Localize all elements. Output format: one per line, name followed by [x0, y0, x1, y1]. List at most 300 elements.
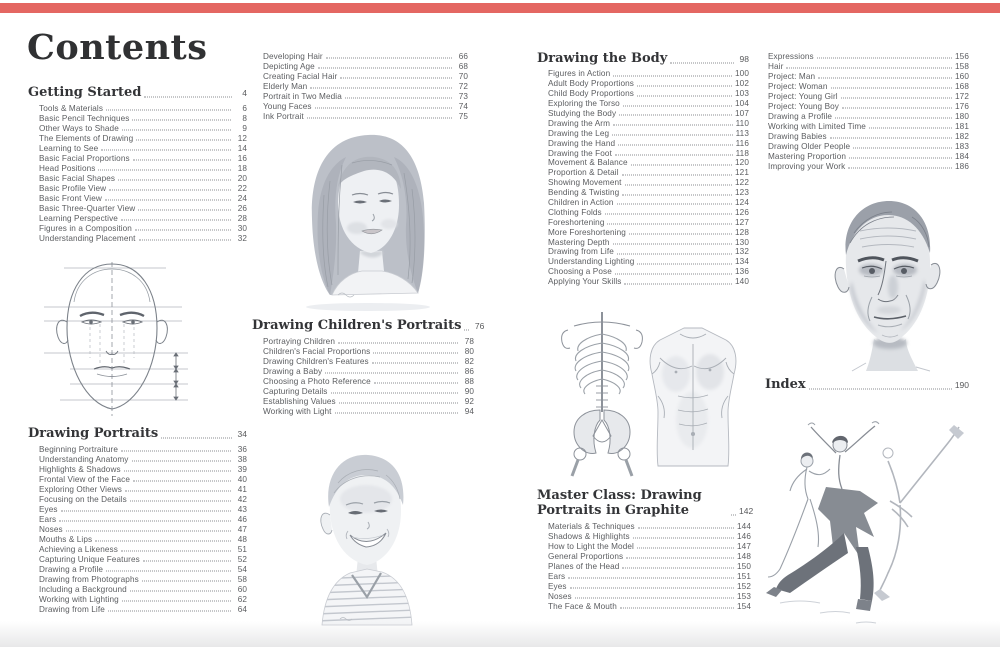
toc-entry	[39, 594, 247, 604]
toc-entry	[548, 581, 751, 591]
toc-entry-label: Showing Movement	[548, 178, 622, 188]
toc-entry-label: Choosing a Photo Reference	[263, 376, 371, 386]
toc-entry-page: 152	[737, 581, 751, 591]
toc-entry	[768, 131, 969, 141]
toc-entry-page: 103	[735, 89, 749, 99]
head-proportion-diagram-illustration	[30, 258, 195, 420]
toc-entry-page: 18	[237, 163, 247, 173]
toc-entry-label: Learning Perspective	[39, 213, 118, 223]
toc-entry-label: Capturing Unique Features	[39, 554, 140, 564]
toc-entry	[548, 99, 749, 109]
toc-entry-page: 58	[237, 574, 247, 584]
section-heading	[252, 318, 485, 333]
toc-entry-label: Working with Limited Time	[768, 121, 866, 131]
toc-entry-label: Applying Your Skills	[548, 277, 622, 287]
toc-entry-label: Working with Light	[263, 406, 332, 416]
toc-entry	[548, 541, 751, 551]
toc-entry-page: 6	[242, 103, 247, 113]
dot-leader	[831, 88, 953, 89]
toc-entry-page: 146	[737, 531, 751, 541]
toc-entry-page: 43	[237, 504, 247, 514]
dot-leader	[625, 184, 733, 185]
toc-entry-page: 39	[237, 464, 247, 474]
toc-entry-label: Basic Three-Quarter View	[39, 203, 136, 213]
dot-leader	[830, 138, 952, 139]
toc-entry	[548, 247, 749, 257]
toc-entry-page: 54	[237, 564, 247, 574]
toc-entry-label: Ears	[548, 571, 566, 581]
toc-entry-page: 154	[737, 601, 751, 611]
toc-entry-label: Improving your Work	[768, 161, 846, 171]
dot-leader	[869, 128, 952, 129]
toc-entry-page: 102	[735, 79, 749, 89]
section-getting-started	[28, 85, 247, 243]
dot-leader	[106, 571, 231, 572]
dot-leader	[66, 531, 231, 532]
toc-entry	[39, 103, 247, 113]
toc-entry	[263, 81, 468, 91]
section-master-class	[537, 488, 754, 611]
section-drawing-childrens-portraits	[252, 318, 485, 416]
dot-leader	[338, 343, 458, 344]
toc-entry-page: 183	[955, 141, 969, 151]
toc-entry	[263, 346, 474, 356]
toc-entry-label: Drawing Older People	[768, 141, 851, 151]
toc-entry	[39, 544, 247, 554]
dot-leader	[835, 118, 952, 119]
toc-entry	[39, 163, 247, 173]
toc-entry-label: Basic Front View	[39, 193, 102, 203]
dot-leader	[124, 471, 231, 472]
toc-entry	[39, 464, 247, 474]
toc-entry-label: Understanding Lighting	[548, 257, 635, 267]
toc-entry-label: Drawing Babies	[768, 131, 827, 141]
dot-leader	[617, 253, 732, 254]
dot-leader	[59, 521, 231, 522]
dot-leader	[853, 148, 952, 149]
dot-leader	[318, 68, 452, 69]
toc-entry-label: Eyes	[548, 581, 567, 591]
toc-entry-label: Depicting Age	[263, 61, 315, 71]
toc-entry-page: 172	[955, 91, 969, 101]
section-title: Master Class: Drawing Portraits in Graphite	[537, 488, 702, 518]
girl-portrait-illustration	[272, 124, 462, 314]
toc-entry-page: 73	[458, 91, 468, 101]
dot-leader	[122, 601, 231, 602]
dot-leader	[310, 88, 452, 89]
dot-leader	[161, 438, 232, 439]
toc-entry-page: 9	[242, 123, 247, 133]
toc-entry-label: Developing Hair	[263, 51, 323, 61]
section-page-number: 142	[739, 506, 754, 516]
toc-entry-label: Project: Young Girl	[768, 91, 838, 101]
section-title: Drawing Portraits	[28, 426, 159, 441]
toc-entry-label: Noses	[548, 591, 572, 601]
toc-entry-label: Drawing from Life	[548, 247, 614, 257]
section-page-number: 190	[954, 380, 969, 390]
toc-entry-page: 184	[955, 151, 969, 161]
dot-leader	[372, 363, 458, 364]
toc-entry-page: 72	[458, 81, 468, 91]
toc-entry-label: Learning to See	[39, 143, 99, 153]
toc-entry-label: Eyes	[39, 504, 58, 514]
section-heading	[28, 426, 247, 441]
toc-entry-label: Adult Body Proportions	[548, 79, 634, 89]
toc-entry-page: 127	[735, 217, 749, 227]
section-drawing-portraits	[28, 426, 247, 614]
toc-entry-label: Understanding Anatomy	[39, 454, 129, 464]
toc-entry	[768, 141, 969, 151]
toc-entry-label: Bending & Twisting	[548, 188, 620, 198]
toc-entry	[768, 101, 969, 111]
toc-entry	[39, 484, 247, 494]
toc-entry-page: 74	[458, 101, 468, 111]
toc-entry-label: General Proportions	[548, 551, 624, 561]
dot-leader	[133, 481, 231, 482]
dot-leader	[570, 588, 734, 589]
dot-leader	[786, 68, 952, 69]
toc-entry-label: The Face & Mouth	[548, 601, 617, 611]
toc-entry	[39, 514, 247, 524]
toc-entry-page: 88	[464, 376, 474, 386]
toc-entry-label: More Foreshortening	[548, 227, 626, 237]
dot-leader	[617, 204, 733, 205]
toc-entry	[39, 183, 247, 193]
toc-entry	[263, 396, 474, 406]
toc-entry	[548, 267, 749, 277]
dot-leader	[568, 578, 734, 579]
toc-entry-page: 113	[735, 128, 749, 138]
toc-entry-label: Child Body Proportions	[548, 89, 634, 99]
toc-entry-page: 14	[237, 143, 247, 153]
toc-entry-page: 92	[464, 396, 474, 406]
dot-leader	[613, 125, 733, 126]
toc-entry-label: Choosing a Pose	[548, 267, 612, 277]
section-page-number: 98	[739, 54, 749, 64]
toc-entry-label: Drawing the Arm	[548, 118, 611, 128]
dot-leader	[132, 120, 231, 121]
toc-entry	[768, 81, 969, 91]
toc-entry-label: Children in Action	[548, 197, 614, 207]
dot-leader	[325, 373, 458, 374]
toc-entry-label: Ears	[39, 514, 57, 524]
dot-leader	[612, 135, 733, 136]
toc-entry-page: 160	[955, 71, 969, 81]
toc-entry-label: Exploring Other Views	[39, 484, 122, 494]
toc-entry-page: 176	[955, 101, 969, 111]
dot-leader	[307, 118, 452, 119]
toc-entry-page: 75	[458, 111, 468, 121]
toc-entry-label: Drawing the Foot	[548, 148, 612, 158]
toc-entry-page: 8	[242, 113, 247, 123]
dot-leader	[335, 413, 458, 414]
toc-list-portraits-continued	[252, 51, 468, 121]
toc-entry	[39, 233, 247, 243]
toc-entry	[548, 79, 749, 89]
toc-entry-label: Exploring the Torso	[548, 99, 620, 109]
toc-entry	[263, 71, 468, 81]
dot-leader	[118, 180, 231, 181]
toc-entry	[548, 531, 751, 541]
toc-entry	[39, 584, 247, 594]
toc-entry-page: 182	[955, 131, 969, 141]
toc-entry-page: 100	[735, 69, 749, 79]
toc-entry-label: Studying the Body	[548, 108, 617, 118]
toc-entry	[768, 151, 969, 161]
dot-leader	[622, 194, 732, 195]
dot-leader	[638, 528, 734, 529]
toc-entry-page: 78	[464, 336, 474, 346]
toc-entry	[39, 213, 247, 223]
dot-leader	[637, 85, 732, 86]
toc-entry	[548, 178, 749, 188]
toc-entry	[39, 133, 247, 143]
toc-entry	[548, 89, 749, 99]
toc-entry-page: 151	[737, 571, 751, 581]
toc-entry-page: 12	[237, 133, 247, 143]
toc-entry-page: 181	[955, 121, 969, 131]
toc-list-advanced-continued	[757, 51, 969, 171]
toc-entry-page: 128	[735, 227, 749, 237]
toc-entry	[548, 257, 749, 267]
dot-leader	[670, 63, 734, 64]
dot-leader	[626, 558, 734, 559]
dot-leader	[575, 598, 734, 599]
toc-entry-label: Focusing on the Details	[39, 494, 127, 504]
toc-entry-label: Proportion & Detail	[548, 168, 619, 178]
toc-entry-page: 28	[237, 213, 247, 223]
dot-leader	[136, 140, 231, 141]
dot-leader	[633, 538, 734, 539]
toc-entry	[548, 168, 749, 178]
toc-entry-page: 132	[735, 247, 749, 257]
toc-entry-page: 66	[458, 51, 468, 61]
dot-leader	[613, 75, 732, 76]
toc-entry-label: Elderly Man	[263, 81, 308, 91]
toc-entry-page: 107	[735, 108, 749, 118]
dot-leader	[121, 451, 231, 452]
toc-entry	[39, 203, 247, 213]
toc-entry-page: 90	[464, 386, 474, 396]
toc-entry-label: Drawing the Leg	[548, 128, 610, 138]
dot-leader	[842, 108, 952, 109]
toc-entry-label: Drawing Children's Features	[263, 356, 369, 366]
toc-entry-page: 51	[237, 544, 247, 554]
toc-entry-page: 24	[237, 193, 247, 203]
toc-entry-label: Materials & Techniques	[548, 521, 635, 531]
toc-entry	[39, 113, 247, 123]
toc-entry-page: 186	[955, 161, 969, 171]
section-heading	[537, 51, 749, 66]
section-heading	[537, 488, 754, 518]
toc-entry	[548, 138, 749, 148]
toc-entry-label: Project: Woman	[768, 81, 828, 91]
dot-leader	[624, 283, 732, 284]
toc-entry-page: 47	[237, 524, 247, 534]
dot-leader	[731, 515, 736, 516]
toc-entry-page: 86	[464, 366, 474, 376]
toc-entry	[263, 386, 474, 396]
section-heading	[28, 85, 247, 100]
dot-leader	[623, 105, 732, 106]
dot-leader	[139, 240, 231, 241]
toc-entry-label: Clothing Folds	[548, 207, 602, 217]
toc-entry-page: 80	[464, 346, 474, 356]
toc-entry-label: Ink Portrait	[263, 111, 304, 121]
toc-entry-page: 20	[237, 173, 247, 183]
toc-entry-label: Figures in a Composition	[39, 223, 132, 233]
toc-entry	[548, 217, 749, 227]
dot-leader	[619, 115, 732, 116]
toc-entry-page: 156	[955, 51, 969, 61]
dot-leader	[61, 511, 231, 512]
toc-entry-page: 136	[735, 267, 749, 277]
toc-entry	[548, 601, 751, 611]
section-title: Index	[765, 377, 806, 392]
toc-entry-label: Tools & Materials	[39, 103, 104, 113]
toc-entry	[548, 591, 751, 601]
toc-entry-page: 94	[464, 406, 474, 416]
toc-entry	[548, 237, 749, 247]
toc-entry-label: Noses	[39, 524, 63, 534]
toc-entry	[548, 277, 749, 287]
toc-entry-page: 41	[237, 484, 247, 494]
toc-entry-page: 134	[735, 257, 749, 267]
dot-leader	[345, 98, 452, 99]
dot-leader	[637, 95, 732, 96]
dot-leader	[130, 501, 231, 502]
toc-entry-label: Other Ways to Shade	[39, 123, 119, 133]
dot-leader	[95, 541, 231, 542]
toc-entry-label: Basic Facial Shapes	[39, 173, 116, 183]
toc-entry-label: Working with Lighting	[39, 594, 119, 604]
toc-entry-label: Understanding Placement	[39, 233, 136, 243]
toc-entry-label: Mouths & Lips	[39, 534, 93, 544]
toc-entry-page: 116	[735, 138, 749, 148]
dot-leader	[841, 98, 952, 99]
toc-entry-label: Establishing Values	[263, 396, 336, 406]
toc-entry	[39, 444, 247, 454]
dot-leader	[132, 461, 232, 462]
dot-leader	[130, 591, 231, 592]
toc-entry-label: Capturing Details	[263, 386, 328, 396]
toc-entry-label: The Elements of Drawing	[39, 133, 134, 143]
toc-entry-page: 22	[237, 183, 247, 193]
dot-leader	[122, 130, 231, 131]
toc-entry-page: 148	[737, 551, 751, 561]
section-page-number: 76	[474, 321, 485, 331]
dot-leader	[125, 491, 231, 492]
toc-entry-label: Project: Young Boy	[768, 101, 839, 111]
dot-leader	[331, 393, 458, 394]
dot-leader	[326, 58, 452, 59]
toc-entry-label: Drawing from Photographs	[39, 574, 139, 584]
toc-entry	[39, 454, 247, 464]
toc-entry-label: Planes of the Head	[548, 561, 620, 571]
toc-entry-page: 16	[237, 153, 247, 163]
dot-leader	[101, 150, 231, 151]
dot-leader	[615, 273, 732, 274]
toc-entry	[39, 604, 247, 614]
toc-entry-page: 42	[237, 494, 247, 504]
toc-entry-label: Drawing a Baby	[263, 366, 323, 376]
toc-entry-label: How to Light the Model	[548, 541, 634, 551]
toc-entry	[263, 376, 474, 386]
toc-entry	[263, 51, 468, 61]
page-title: Contents	[27, 27, 208, 68]
toc-entry-page: 36	[237, 444, 247, 454]
toc-entry-page: 140	[735, 277, 749, 287]
toc-entry	[39, 153, 247, 163]
toc-entry-label: Expressions	[768, 51, 814, 61]
toc-entry-page: 104	[735, 99, 749, 109]
toc-entry	[548, 227, 749, 237]
toc-entry-page: 118	[735, 148, 749, 158]
toc-entry-label: Including a Background	[39, 584, 127, 594]
dot-leader	[849, 158, 952, 159]
toc-entry	[548, 148, 749, 158]
toc-entry-page: 124	[735, 197, 749, 207]
toc-entry-label: Basic Facial Proportions	[39, 153, 130, 163]
toc-entry-label: Movement & Balance	[548, 158, 628, 168]
toc-entry-page: 40	[237, 474, 247, 484]
toc-entry-label: Children's Facial Proportions	[263, 346, 371, 356]
toc-entry-page: 123	[735, 188, 749, 198]
toc-entry-page: 144	[737, 521, 751, 531]
toc-entry-label: Foreshortening	[548, 217, 605, 227]
toc-entry-page: 120	[735, 158, 749, 168]
toc-entry	[39, 123, 247, 133]
toc-entry	[548, 158, 749, 168]
dot-leader	[133, 160, 231, 161]
dot-leader	[637, 263, 732, 264]
toc-entry-label: Highlights & Shadows	[39, 464, 121, 474]
toc-entry	[39, 554, 247, 564]
toc-entry-label: Achieving a Likeness	[39, 544, 118, 554]
toc-entry-page: 26	[237, 203, 247, 213]
toc-entry	[768, 91, 969, 101]
section-heading	[765, 377, 969, 392]
toc-entry	[263, 356, 474, 366]
toc-entry-label: Hair	[768, 61, 784, 71]
toc-entry	[768, 121, 969, 131]
toc-entry	[39, 524, 247, 534]
toc-entry	[548, 118, 749, 128]
toc-entry	[548, 561, 751, 571]
dot-leader	[373, 353, 458, 354]
dot-leader	[121, 551, 231, 552]
toc-entry-page: 130	[735, 237, 749, 247]
toc-entry-page: 60	[237, 584, 247, 594]
toc-entry-page: 153	[737, 591, 751, 601]
dot-leader	[848, 168, 952, 169]
toc-entry	[39, 494, 247, 504]
toc-entry-page: 52	[237, 554, 247, 564]
toc-entry	[548, 109, 749, 119]
toc-entry-page: 64	[237, 604, 247, 614]
dot-leader	[629, 234, 732, 235]
toc-entry-label: Shadows & Highlights	[548, 531, 630, 541]
toc-entry	[263, 406, 474, 416]
toc-entry-label: Drawing a Profile	[768, 111, 833, 121]
section-drawing-the-body	[537, 51, 749, 287]
toc-entry	[263, 111, 468, 121]
section-title: Drawing the Body	[537, 51, 668, 66]
toc-entry-label: Project: Man	[768, 71, 816, 81]
dot-leader	[340, 78, 452, 79]
toc-entry-label: Frontal View of the Face	[39, 474, 130, 484]
toc-entry-label: Portrait in Two Media	[263, 91, 342, 101]
